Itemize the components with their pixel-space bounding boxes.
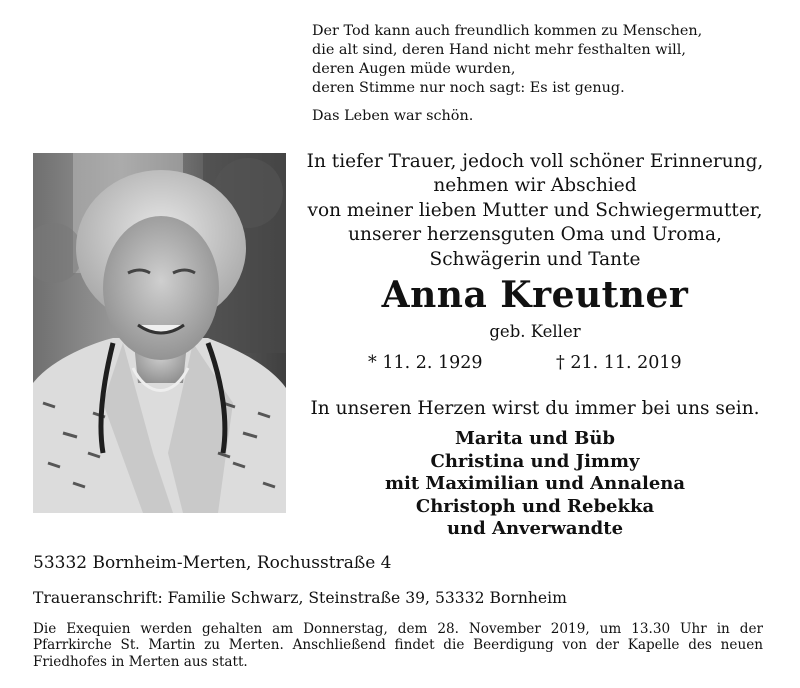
intro-line: Schwägerin und Tante (429, 248, 641, 270)
motto: In unseren Herzen wirst du immer bei uns sein. (310, 398, 760, 419)
family-member: Christoph und Rebekka (415, 495, 655, 517)
family-member: Marita und Büb (454, 428, 616, 449)
family-member: und Anverwandte (446, 518, 624, 540)
family-signatures (300, 428, 770, 541)
mourning-intro (300, 150, 770, 272)
birth-date: * 11. 2. 1929 (368, 353, 483, 373)
poem-line: deren Stimme nur noch sagt: Es ist genug. (312, 80, 625, 96)
family-member: mit Maximilian und Annalena (384, 473, 686, 495)
poem-line: die alt sind, deren Hand nicht mehr festhalten will, (312, 42, 686, 58)
portrait-photo-illustration (33, 153, 286, 513)
poem-closing: Das Leben war schön. (312, 108, 474, 124)
intro-line: nehmen wir Abschied (433, 175, 637, 197)
death-date: † 21. 11. 2019 (556, 353, 682, 373)
deceased-name: Anna Kreutner (381, 274, 689, 316)
mourning-address: Traueranschrift: Familie Schwarz, Steinstraße 39, 53332 Bornheim (33, 589, 567, 607)
funeral-details: Die Exequien werden gehalten am Donnerstag, dem 28. November 2019, um 13.30 Uhr in der Pfarrkirche St. Martin zu Merten. Anschließend findet die Beerdigung von der Kapelle des neuen Friedhofes in Merten aus statt. (33, 621, 763, 670)
residence-address: 53332 Bornheim-Merten, Rochusstraße 4 (33, 553, 392, 573)
poem-line: deren Augen müde wurden, (312, 61, 516, 77)
poem (312, 22, 782, 126)
intro-line: unserer herzensguten Oma und Uroma, (348, 224, 722, 246)
maiden-name: geb. Keller (489, 322, 581, 341)
intro-line: In tiefer Trauer, jedoch voll schöner Erinnerung, (306, 151, 764, 172)
portrait-photo (33, 153, 286, 513)
family-member: Christina und Jimmy (430, 450, 640, 472)
intro-line: von meiner lieben Mutter und Schwiegermutter, (307, 199, 763, 221)
poem-line: Der Tod kann auch freundlich kommen zu Menschen, (312, 23, 703, 39)
